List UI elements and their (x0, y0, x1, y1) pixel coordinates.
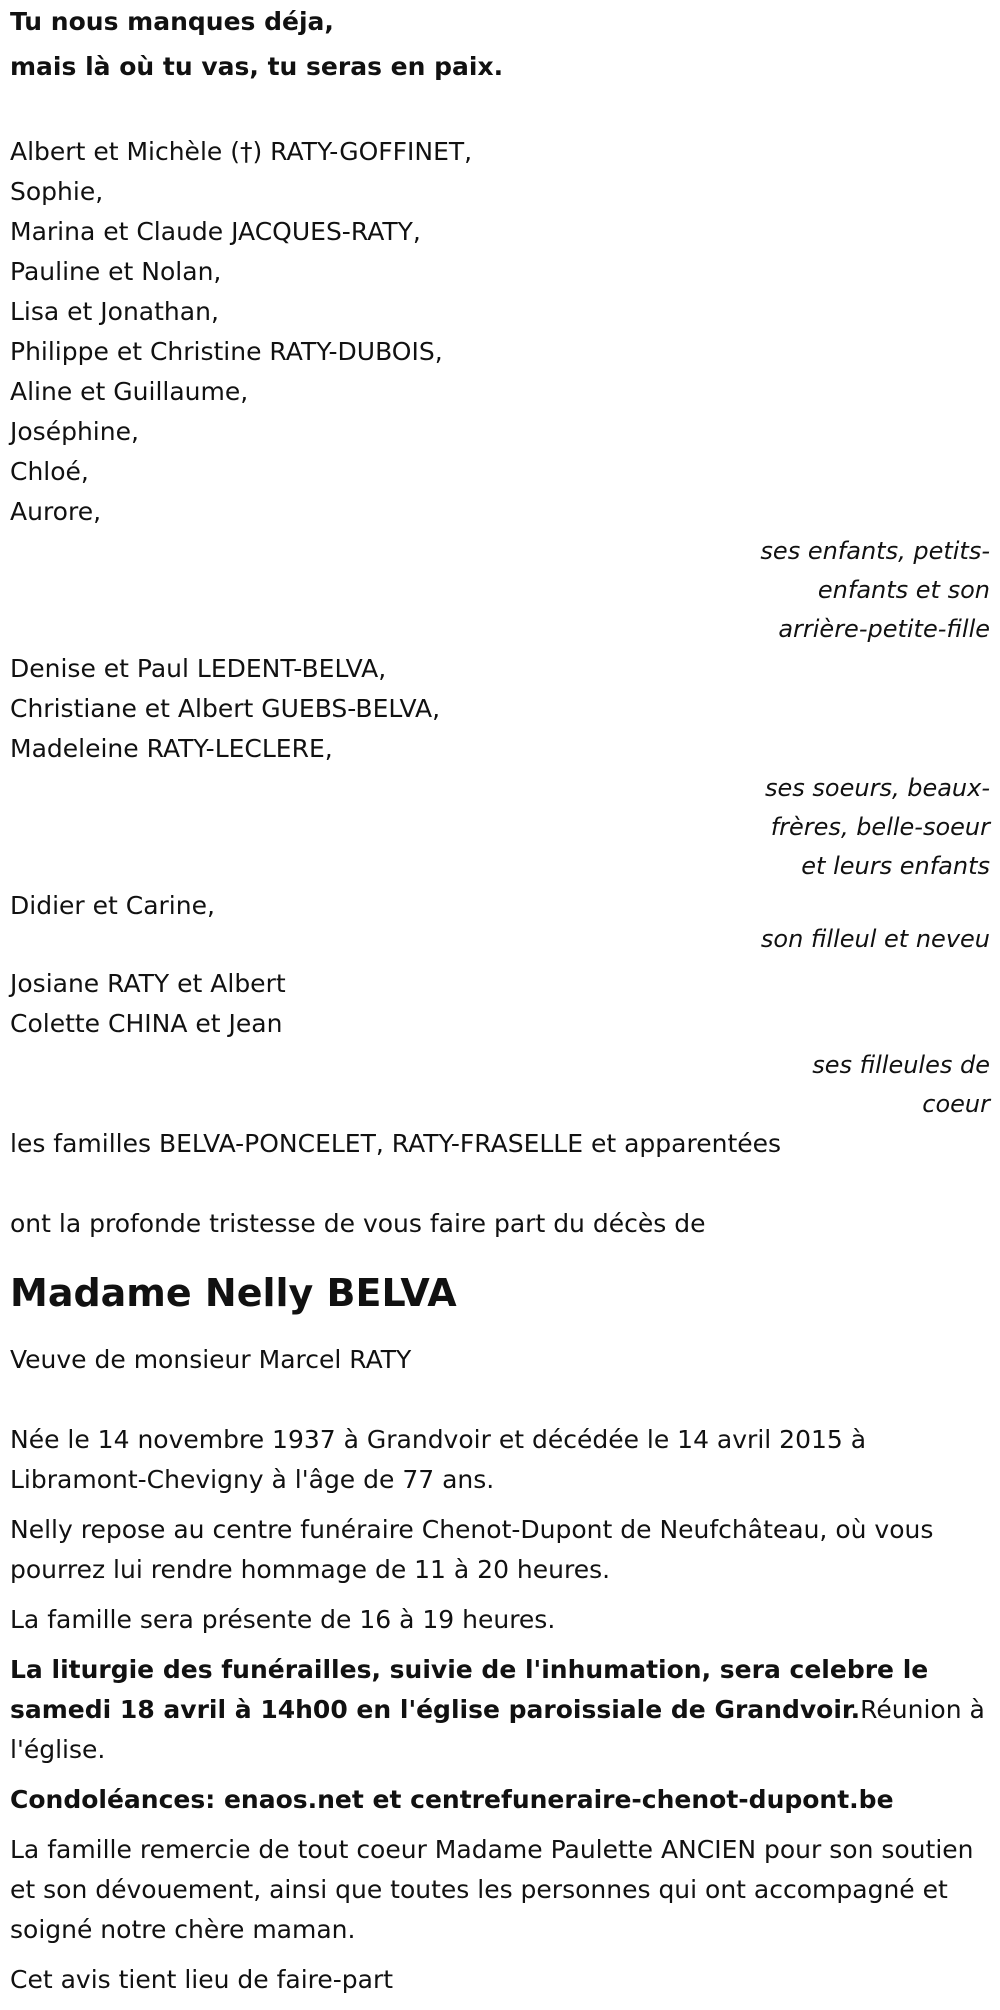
godson-group (10, 886, 990, 952)
family-name: Aline et Guillaume, (10, 377, 249, 406)
family-name: Philippe et Christine RATY-DUBOIS, (10, 337, 443, 366)
funeral-info (10, 1650, 985, 1770)
goddaughters-group (10, 964, 990, 1124)
family-name: Colette CHINA et Jean (10, 1009, 283, 1038)
children-group (10, 132, 990, 649)
rest-place-info: Nelly repose au centre funéraire Chenot-Dupont de Neufchâteau, où vous pourrez lui rendre hommage de 11 à 20 heures. (10, 1515, 934, 1584)
spacer (10, 1380, 990, 1420)
spacer (10, 90, 990, 132)
family-name: Albert et Michèle (†) RATY-GOFFINET, (10, 137, 473, 166)
family-name: Josiane RATY et Albert (10, 969, 286, 998)
obituary-content (10, 0, 990, 2010)
funeral-details: La liturgie des funérailles, suivie de l'inhumation, sera celebre le samedi 18 avril à 14h00 en l'église paroissiale de Grandvoir. (10, 1655, 929, 1724)
family-name: Madeleine RATY-LECLERE, (10, 734, 333, 763)
quote-line-1: Tu nous manques déja, (10, 7, 334, 36)
family-name: Joséphine, (10, 417, 139, 446)
birth-death-info: Née le 14 novembre 1937 à Grandvoir et décédée le 14 avril 2015 à Libramont-Chevigny à l'âge de 77 ans. (10, 1425, 867, 1494)
relationship-label: ses soeurs, beaux-frères, belle-soeur et leurs enfants (765, 774, 990, 880)
sisters-group (10, 649, 990, 886)
relationship-label: son filleul et neveu (760, 925, 990, 953)
relationship-label: ses filleules de coeur (812, 1051, 990, 1118)
family-name: Sophie, (10, 177, 104, 206)
relationship-label: ses enfants, petits-enfants et son arrière-petite-fille (760, 537, 990, 643)
family-name: Pauline et Nolan, (10, 257, 222, 286)
thanks-text: La famille remercie de tout coeur Madame Paulette ANCIEN pour son soutien et son dévouement, ainsi que toutes les personnes qui ont accompagné et soigné notre chère maman. (10, 1835, 974, 1944)
family-presence-info: La famille sera présente de 16 à 19 heures. (10, 1605, 556, 1634)
quote-line-2: mais là où tu vas, tu seras en paix. (10, 52, 504, 81)
deceased-name: Madame Nelly BELVA (10, 1271, 457, 1315)
family-name: Chloé, (10, 457, 89, 486)
widow-of: Veuve de monsieur Marcel RATY (10, 1345, 412, 1374)
extended-families: les familles BELVA-PONCELET, RATY-FRASELLE et apparentées (10, 1129, 782, 1158)
spacer (10, 1164, 990, 1204)
announcement-text: ont la profonde tristesse de vous faire part du décès de (10, 1209, 706, 1238)
condolences-info: Condoléances: enaos.net et centrefuneraire-chenot-dupont.be (10, 1785, 894, 1814)
family-name: Christiane et Albert GUEBS-BELVA, (10, 694, 441, 723)
reunion-text: Réunion à l'église. (10, 1695, 985, 1764)
family-name: Marina et Claude JACQUES-RATY, (10, 217, 421, 246)
family-name: Didier et Carine, (10, 891, 215, 920)
family-name: Lisa et Jonathan, (10, 297, 219, 326)
family-name: Aurore, (10, 497, 102, 526)
closing-text: Cet avis tient lieu de faire-part (10, 1965, 394, 1994)
family-name: Denise et Paul LEDENT-BELVA, (10, 654, 387, 683)
